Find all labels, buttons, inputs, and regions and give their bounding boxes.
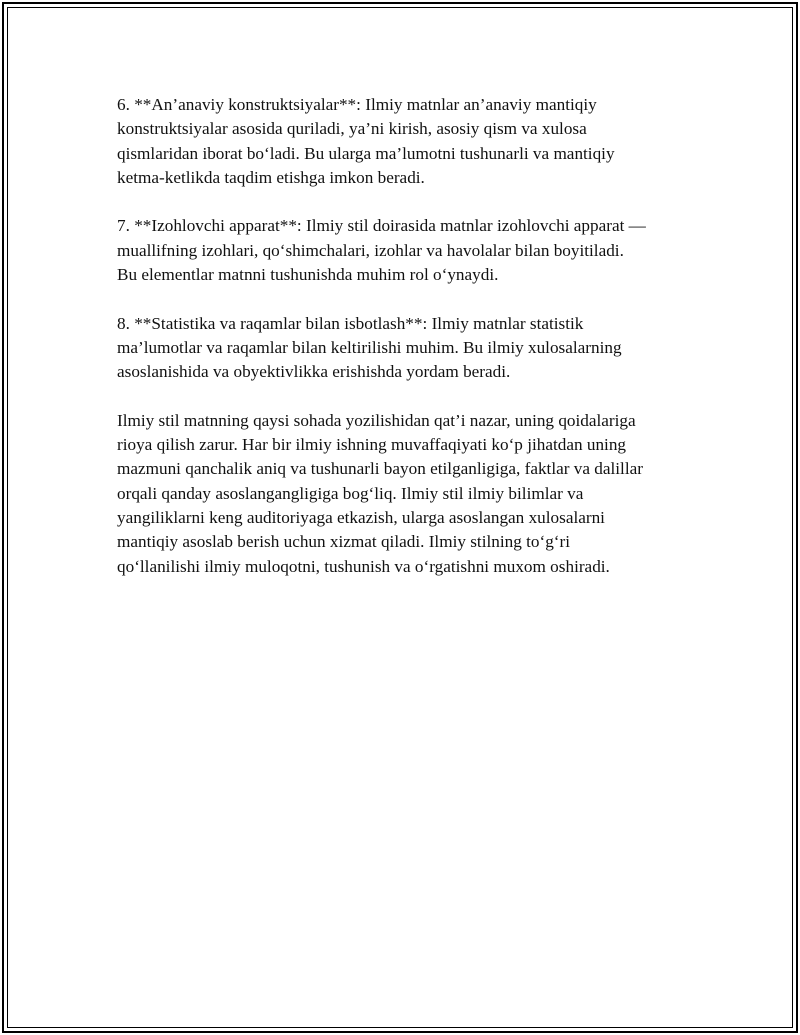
text-line: asoslanishida va obyektivlikka erishishda yordam beradi. [117,362,511,382]
document-body [117,93,717,603]
text-line: mazmuni qanchalik aniq va tushunarli bayon etilganligiga, faktlar va dalillar [117,459,643,479]
text-line: Ilmiy stil matnning qaysi sohada yozilishidan qat’i nazar, uning qoidalariga [117,410,636,430]
paragraph-conclusion [117,409,717,579]
text-line: konstruktsiyalar asosida quriladi, ya’ni kirish, asosiy qism va xulosa [117,119,587,139]
text-line: rioya qilish zarur. Har bir ilmiy ishning muvaffaqiyati ko‘p jihatdan uning [117,435,627,455]
text-line: yangiliklarni keng auditoriyaga etkazish, ularga asoslangan xulosalarni [117,508,605,528]
text-line: qismlaridan iborat bo‘ladi. Bu ularga ma’lumotni tushunarli va mantiqiy [117,143,615,163]
paragraph-traditional-constructions [117,93,717,190]
text-line: ketma-ketlikda taqdim etishga imkon beradi. [117,167,425,187]
text-line: ma’lumotlar va raqamlar bilan keltirilishi muhim. Bu ilmiy xulosalarning [117,337,622,357]
text-line: 6. **An’anaviy konstruktsiyalar**: Ilmiy matnlar an’anaviy mantiqiy [117,95,597,114]
paragraph-annotation-apparatus [117,214,717,287]
text-line: 7. **Izohlovchi apparat**: Ilmiy stil doirasida matnlar izohlovchi apparat — [117,216,646,236]
text-line: muallifning izohlari, qo‘shimchalari, izohlar va havolalar bilan boyitiladi. [117,240,624,260]
text-line: 8. **Statistika va raqamlar bilan isbotlash**: Ilmiy matnlar statistik [117,313,584,333]
text-line: qo‘llanilishi ilmiy muloqotni, tushunish va o‘rgatishni muxom oshiradi. [117,556,610,576]
text-line: mantiqiy asoslab berish uchun xizmat qiladi. Ilmiy stilning to‘g‘ri [117,532,571,552]
paragraph-statistics-evidence [117,312,717,385]
text-line: orqali qanday asoslangangligiga bog‘liq. Ilmiy stil ilmiy bilimlar va [117,483,584,503]
text-line: Bu elementlar matnni tushunishda muhim rol o‘ynaydi. [117,265,499,285]
